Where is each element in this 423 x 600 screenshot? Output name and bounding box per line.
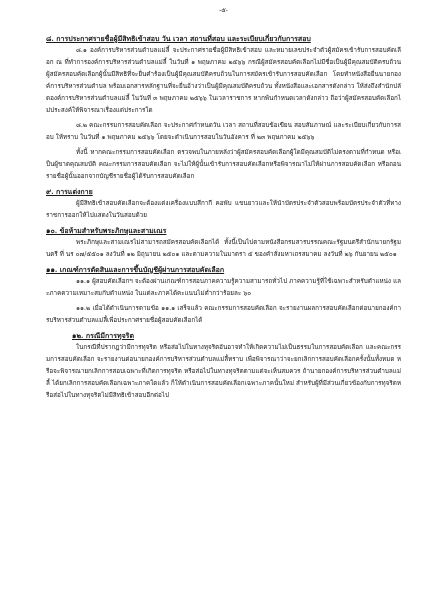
paragraph: ๑๑.๒ เมื่อได้ดำเนินการตามข้อ ๑๑.๑ เสร็จแล้ว คณะกรรมการสอบคัดเลือก จะรายงานผลการสอบคัดเลือกต่อนายกองค์การบริหารส่วนตำบลแม่ลี้เพื่อประกาศรายชื่อผู้สอบคัดเลือกได้ bbox=[46, 305, 401, 324]
section-10 bbox=[46, 225, 401, 261]
section-heading: ๑๑. เกณฑ์การตัดสินและการขึ้นบัญชีผู้ผ่านการสอบคัดเลือก bbox=[46, 265, 225, 274]
paragraph: ๘.๒ คณะกรรมการสอบคัดเลือก จะประกาศกำหนดวัน เวลา สถานที่สอบข้อเขียน สอบสัมภาษณ์ และระเบียบเกี่ยวกับการสอบ ให้ทราบ ในวันที่ ๑ พฤษภาคม ๒๕๖๖ โดยจะดำเนินการสอบในวันอังคาร ที่ ๒๓ พฤษภาคม ๒๕๖๖ bbox=[46, 122, 401, 141]
section-8 bbox=[46, 33, 401, 183]
section-heading: ๑๒. กรณีมีการทุจริต bbox=[72, 331, 134, 340]
paragraph: ๑๑.๑ ผู้สอบคัดเลือกฯ จะต้องผ่านเกณฑ์การสอบภาคความรู้ความสามารถทั่วไป ภาคความรู้ที่ใช้เฉพาะสำหรับตำแหน่ง และภาคความเหมาะสมกับตำแหน่ง ในแต่ละภาคได้คะแนนไม่ต่ำกว่าร้อยละ ๖๐ bbox=[46, 278, 401, 297]
section-9 bbox=[46, 186, 401, 222]
section-11 bbox=[46, 264, 401, 327]
paragraph: ทั้งนี้ หากคณะกรรมการสอบคัดเลือก ตรวจพบในภายหลังว่าผู้สมัครสอบคัดเลือกผู้ใดมีคุณสมบัติไม่ตรงตามที่กำหนด หรือเป็นผู้ขาดคุณสมบัติ คณะกรรมการสอบคัดเลือก จะไม่ให้ผู้นั้นเข้ารับการสอบคัดเลือกหรือพิจารณาไม่ให้ผ่านการสอบคัดเลือก หรือถอนรายชื่อผู้นั้นออกจากบัญชีรายชื่อผู้ได้รับการสอบคัดเลือก bbox=[46, 149, 401, 180]
paragraph: ในกรณีที่ปรากฏว่ามีการทุจริต หรือส่อไปในทางทุจริตอันอาจทำให้เกิดความไม่เป็นธรรมในการสอบคัดเลือก และคณะกรรมการสอบคัดเลือก จะรายงานต่อนายกองค์การบริหารส่วนตำบลแม่ลี้ทราบ เพื่อพิจารณาว่าจะยกเลิกการสอบคัดเลือกครั้งนั้นทั้งหมด หรือจะพิจารณายกเลิกการสอบเฉพาะที่เกิดการทุจริต หรือส่อไปในทางทุจริตตามแต่จะเห็นสมควร ถ้านายกองค์การบริหารส่วนตำบลแม่ลี้ ได้ยกเลิกการสอบคัดเลือกเฉพาะภาคใดแล้ว ก็ให้ดำเนินการสอบคัดเลือกเฉพาะภาคนั้นใหม่ สำหรับผู้ที่มีส่วนเกี่ยวข้องกับการทุจริตหรือส่อไปในทางทุจริตไม่มีสิทธิเข้าสอบอีกต่อไป bbox=[46, 344, 401, 399]
section-heading: ๑๐. ข้อห้ามสำหรับพระภิกษุและสามเณร bbox=[46, 226, 167, 235]
paragraph: พระภิกษุและสามเณรไม่สามารถสมัครสอบคัดเลือกได้ ทั้งนี้เป็นไปตามหนังสือกรมสารบรรณคณะรัฐมนตรีสำนักนายกรัฐมนตรี ที่ นร ๐๗/๕๕๐๑ ลงวันที่ ๑๒ มิถุนายน ๒๕๐๑ และตามความในมาตรา ๕ ของคำสั่งมหาเถรสมาคม ลงวันที่ ๒๖ กันยายน ๒๕๐๑ bbox=[46, 239, 401, 258]
paragraph: ๘.๑ องค์การบริหารส่วนตำบลแม่ลี้ จะประกาศรายชื่อผู้มีสิทธิเข้าสอบ และหมายเลขประจำตัวผู้สมัครเข้ารับการสอบคัดเลือก ณ ที่ทำการองค์การบริหารส่วนตำบลแม่ลี้ ในวันที่ ๑ พฤษภาคม ๒๕๖๖ กรณีผู้สมัครสอบคัดเลือกไม่มีชื่อเป็นผู้มีคุณสมบัติครบถ้วน ผู้สมัครสอบคัดเลือกผู้นั้นมีสิทธิที่จะยื่นคำร้องเป็นผู้มีคุณสมบัติครบถ้วนในการสมัครเข้ารับการสอบคัดเลือก โดยทำหนังสือยื่นนายกองค์การบริหารส่วนตำบล พร้อมเอกสารหลักฐานที่จะยื่นอ้างว่าเป็นผู้มีคุณสมบัติครบถ้วน ทั้งหนังสือและเอกสารดังกล่าว ให้ส่งถึงสำนักปลัดองค์การบริหารส่วนตำบลแม่ลี้ ในวันที่ ๓ พฤษภาคม ๒๕๖๖ ในเวลาราชการ หากพ้นกำหนดเวลาดังกล่าว ถือว่าผู้สมัครสอบคัดเลือกไม่ประสงค์ให้พิจารณาเรื่องแต่ประการใด bbox=[46, 47, 401, 114]
page-number: -๕- bbox=[219, 7, 228, 14]
section-12 bbox=[46, 330, 401, 402]
paragraph: ผู้มีสิทธิเข้าสอบคัดเลือกจะต้องแต่งเครื่องแบบสีกากี คอพับ แขนยาวและให้นำบัตรประจำตัวสอบพร้อมบัตรประจำตัวที่ทางราชการออกให้ไปแสดงในวันสอบด้วย bbox=[46, 200, 401, 219]
section-heading: ๘. การประกาศรายชื่อผู้มีสิทธิเข้าสอบ วัน เวลา สถานที่สอบ และระเบียบเกี่ยวกับการสอบ bbox=[46, 34, 311, 43]
section-heading: ๙. การแต่งกาย bbox=[46, 187, 93, 196]
